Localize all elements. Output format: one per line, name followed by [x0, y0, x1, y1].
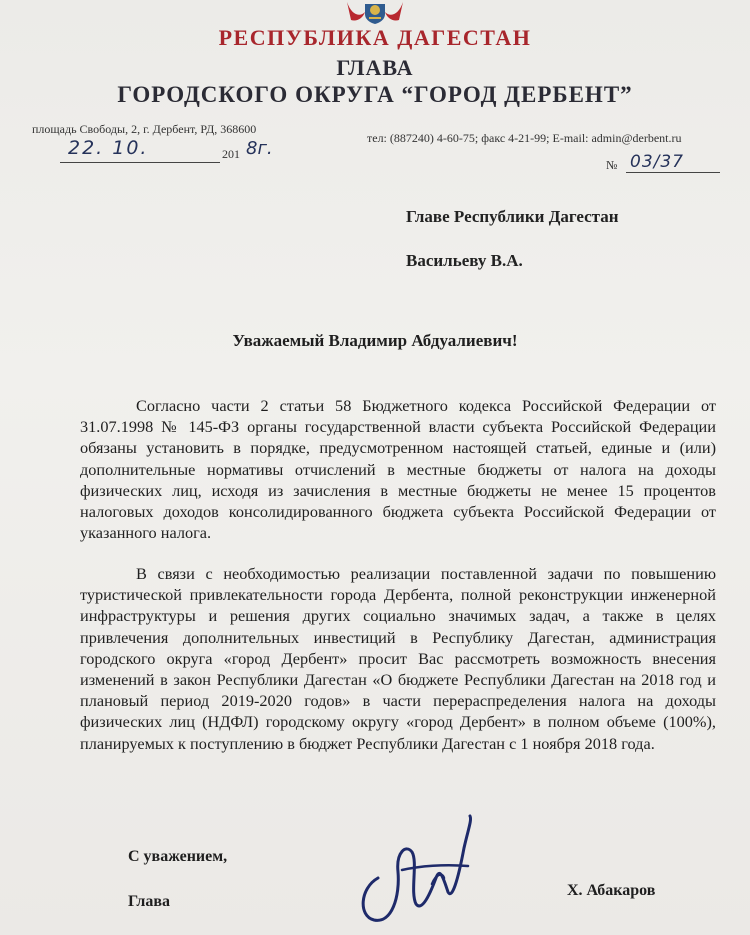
sender-address: площадь Свободы, 2, г. Дербент, РД, 368600 [32, 122, 257, 136]
handwritten-signature [340, 808, 490, 930]
sender-contacts: тел: (887240) 4-60-75; факс 4-21-99; E-mail: admin@derbent.ru [367, 131, 682, 145]
addressee-name: Васильеву В.А. [406, 251, 523, 270]
printed-year: 201 [222, 147, 240, 161]
signer-position: Глава [128, 893, 170, 910]
body-paragraph-1: Согласно части 2 статьи 58 Бюджетного кодекса Российской Федерации от 31.07.1998 № 145-ФЗ органы государственной власти субъекта Российской Федерации обязаны установить в порядке, предусмотренном настоящей статьей, единые и (или) дополнительные нормативы отчислений в местные бюджеты от налога на доходы физических лиц, исходя из зачисления в местные бюджеты не менее 15 процентов налоговых доходов консолидированного бюджета субъекта Российской Федерации от указанного налога. [80, 396, 716, 543]
closing-regards: С уважением, [128, 848, 228, 865]
addressee-position: Главе Республики Дагестан [406, 207, 619, 226]
republic-heading: РЕСПУБЛИКА ДАГЕСТАН [218, 25, 532, 50]
greeting: Уважаемый Владимир Абдуалиевич! [232, 331, 518, 350]
head-title-line1: ГЛАВА [336, 55, 414, 80]
number-label: № [606, 158, 618, 172]
handwritten-year: 8г. [246, 138, 273, 159]
coat-of-arms-emblem [341, 0, 409, 24]
handwritten-date: 22. 10. [68, 137, 149, 159]
signer-name: Х. Абакаров [567, 882, 656, 899]
handwritten-number: 03/37 [630, 152, 684, 172]
head-title-line2: ГОРОДСКОГО ОКРУГА “ГОРОД ДЕРБЕНТ” [117, 82, 633, 107]
body-paragraph-2: В связи с необходимостью реализации поставленной задачи по повышению туристической привлекательности города Дербента, полной реконструкции инженерной инфраструктуры и решения других социально значимых задач, а также в целях привлечения дополнительных инвестиций в Республику Дагестан, администрация городского округа «город Дербент» просит Вас рассмотреть возможность внесения изменений в закон Республики Дагестан «О бюджете Республики Дагестан на 2018 год и плановый период 2019-2020 годов» в части перераспределения налога на доходы физических лиц (НДФЛ) городскому округу «город Дербент» в полном объеме (100%), планируемых к поступлению в бюджет Республики Дагестан с 1 ноября 2018 года. [80, 564, 716, 753]
